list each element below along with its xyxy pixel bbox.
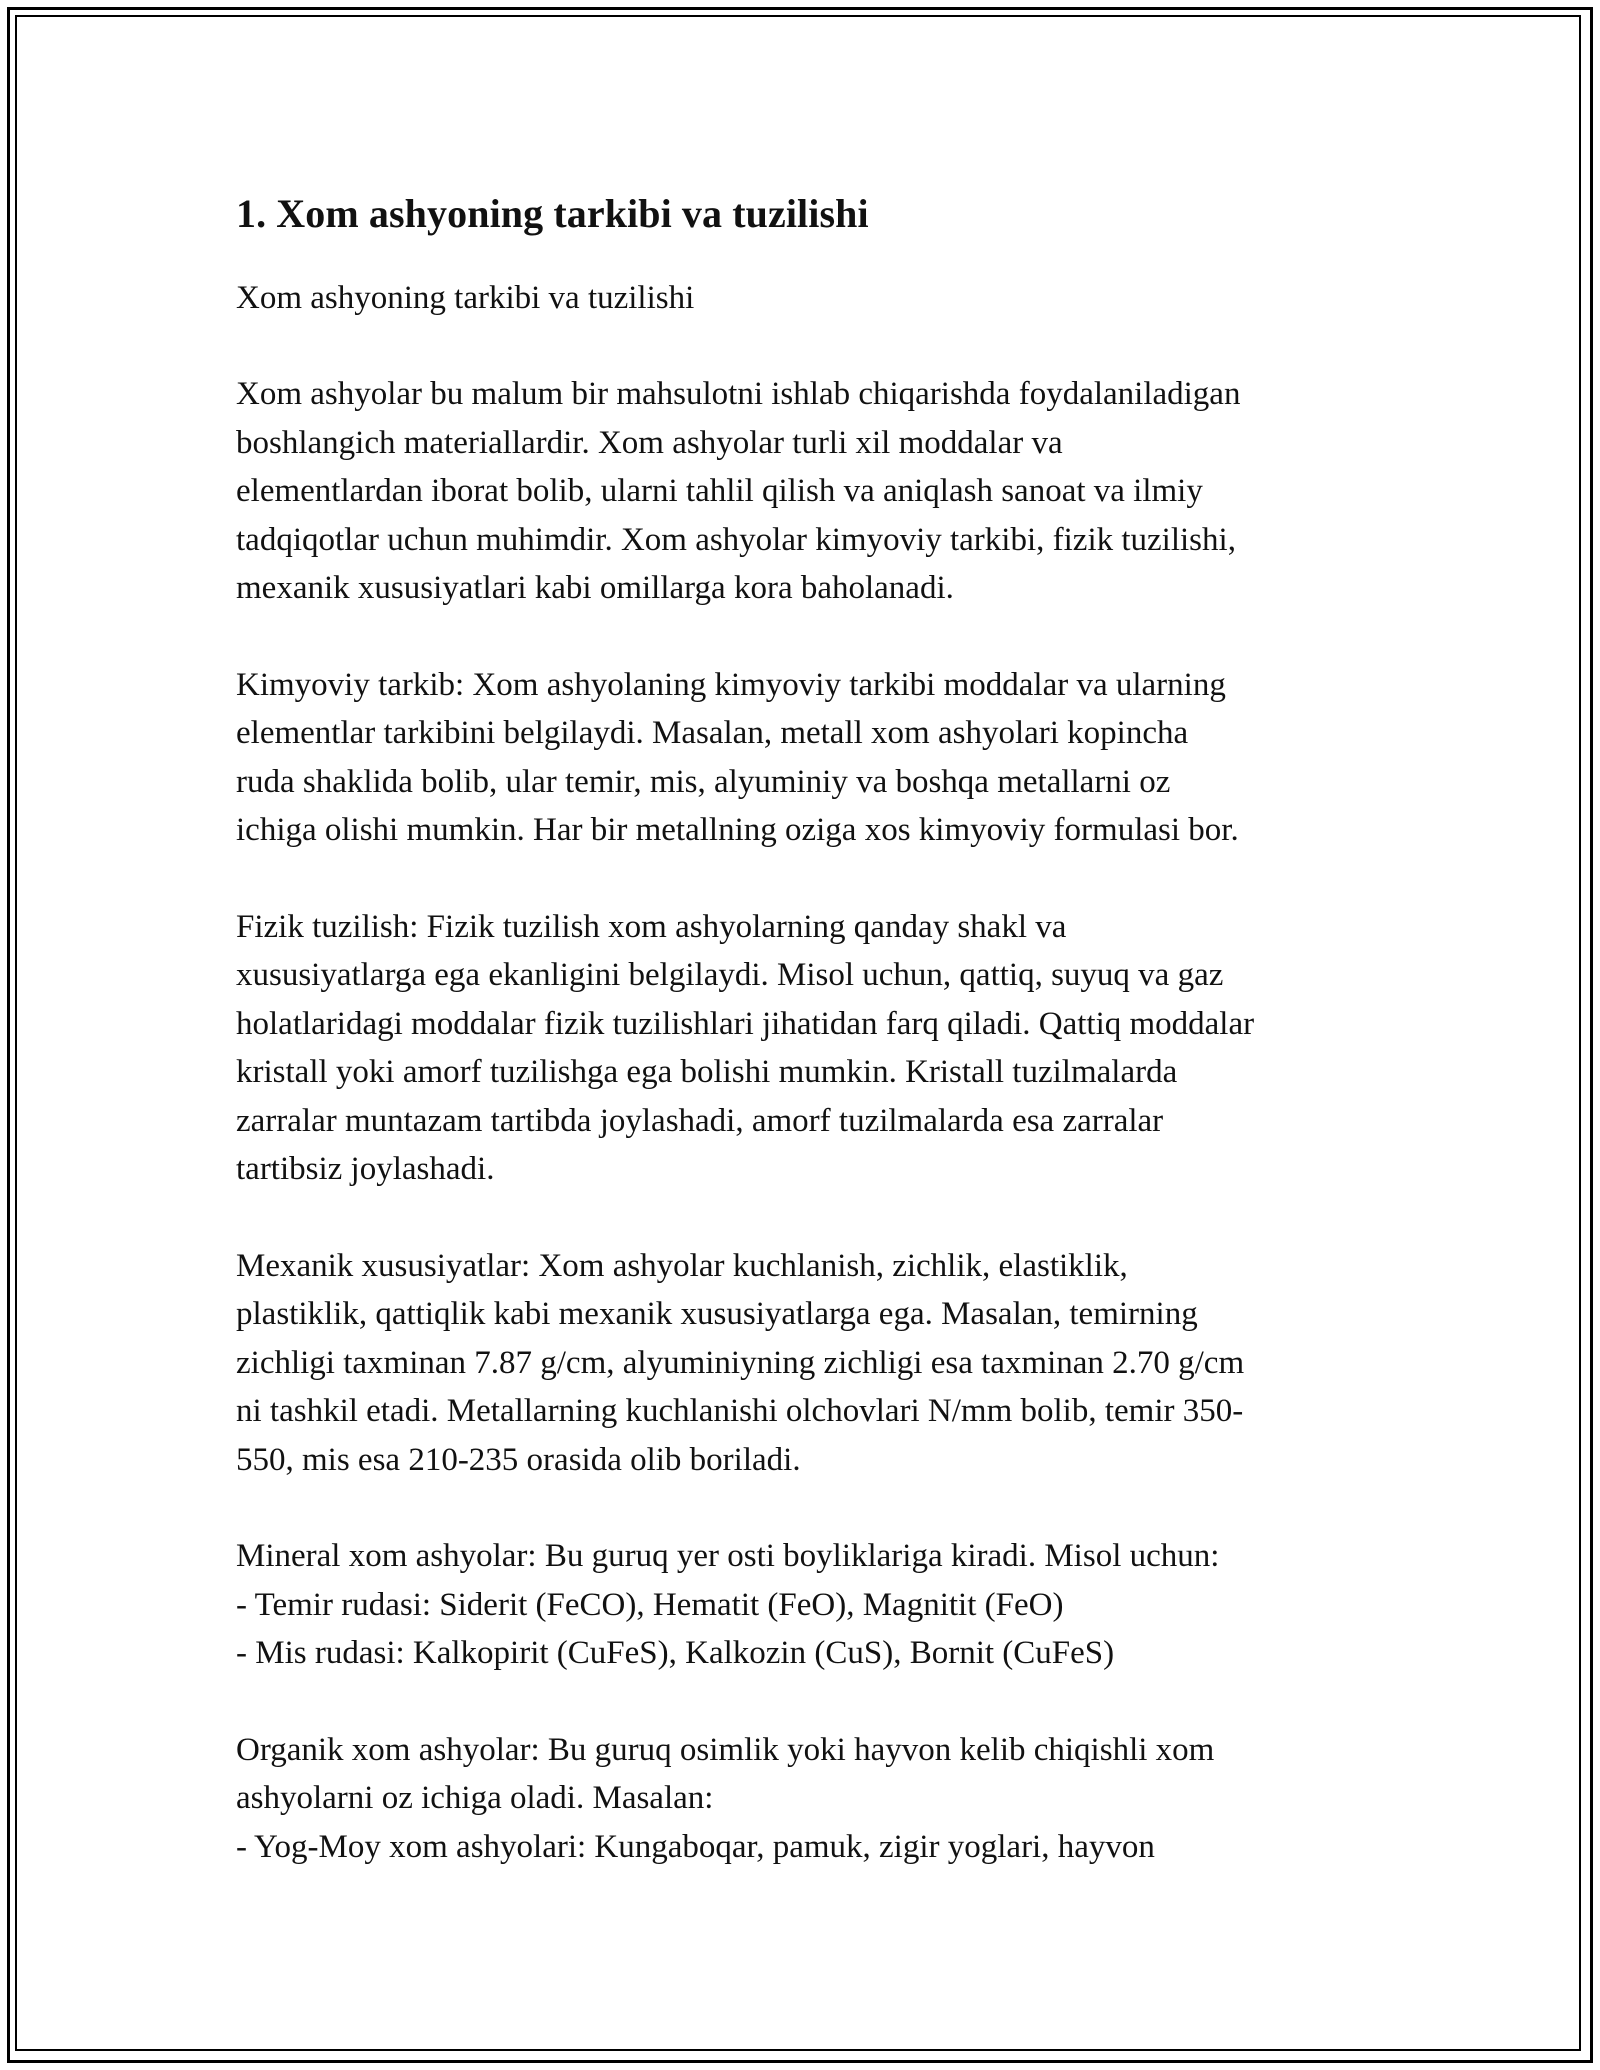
- paragraph-mineral-raw-materials: Mineral xom ashyolar: Bu guruq yer osti boyliklariga kiradi. Misol uchun: - Temir rudasi: Siderit (FeCO), Hematit (FeO), Magnitit (FeO) - Mis rudasi: Kalkopirit (CuFeS), Kalkozin (CuS), Bornit (CuFeS): [236, 1538, 1220, 1671]
- paragraph-mechanical-properties: Mexanik xususiyatlar: Xom ashyolar kuchlanish, zichlik, elastiklik, plastiklik, qattiqlik kabi mexanik xususiyatlarga ega. Masalan, temirning zichligi taxminan 7.87 g/cm, alyuminiyning zichligi esa taxminan 2.70 g/cm ni tashkil etadi. Metallarning kuchlanishi olchovlari N/mm bolib, temir 350- 550, mis esa 210-235 orasida olib boriladi.: [236, 1247, 1245, 1478]
- paragraph-intro: Xom ashyolar bu malum bir mahsulotni ishlab chiqarishda foydalaniladigan boshlangich materiallardir. Xom ashyolar turli xil moddalar va elementlardan iborat bolib, ularni tahlil qilish va aniqlash sanoat va ilmiy tadqiqotlar uchun muhimdir. Xom ashyolar kimyoviy tarkibi, fizik tuzilishi, mexanik xususiyatlari kabi omillarga kora baholanadi.: [236, 376, 1241, 606]
- paragraph-organic-raw-materials: Organik xom ashyolar: Bu guruq osimlik yoki hayvon kelib chiqishli xom ashyolarni oz ichiga oladi. Masalan: - Yog-Moy xom ashyolari: Kungaboqar, pamuk, zigir yoglari, hayvon: [236, 1731, 1215, 1865]
- section-subtitle: Xom ashyoning tarkibi va tuzilishi: [236, 280, 695, 316]
- paragraph-physical-structure: Fizik tuzilish: Fizik tuzilish xom ashyolarning qanday shakl va xususiyatlarga ega ekanligini belgilaydi. Misol uchun, qattiq, suyuq va gaz holatlaridagi moddalar fizik tuzilishlari jihatidan farq qiladi. Qattiq moddalar kristall yoki amorf tuzilishga ega bolishi mumkin. Kristall tuzilmalarda zarralar muntazam tartibda joylashadi, amorf tuzilmalarda esa zarralar tartibsiz joylashadi.: [236, 908, 1255, 1187]
- document-body: [236, 190, 1376, 1871]
- paragraph-chemical-composition: Kimyoviy tarkib: Xom ashyolaning kimyoviy tarkibi moddalar va ularning elementlar tarkibini belgilaydi. Masalan, metall xom ashyolari kopincha ruda shaklida bolib, ular temir, mis, alyuminiy va boshqa metallarni oz ichiga olishi mumkin. Har bir metallning oziga xos kimyoviy formulasi bor.: [236, 666, 1239, 848]
- section-heading: 1. Xom ashyoning tarkibi va tuzilishi: [236, 191, 869, 236]
